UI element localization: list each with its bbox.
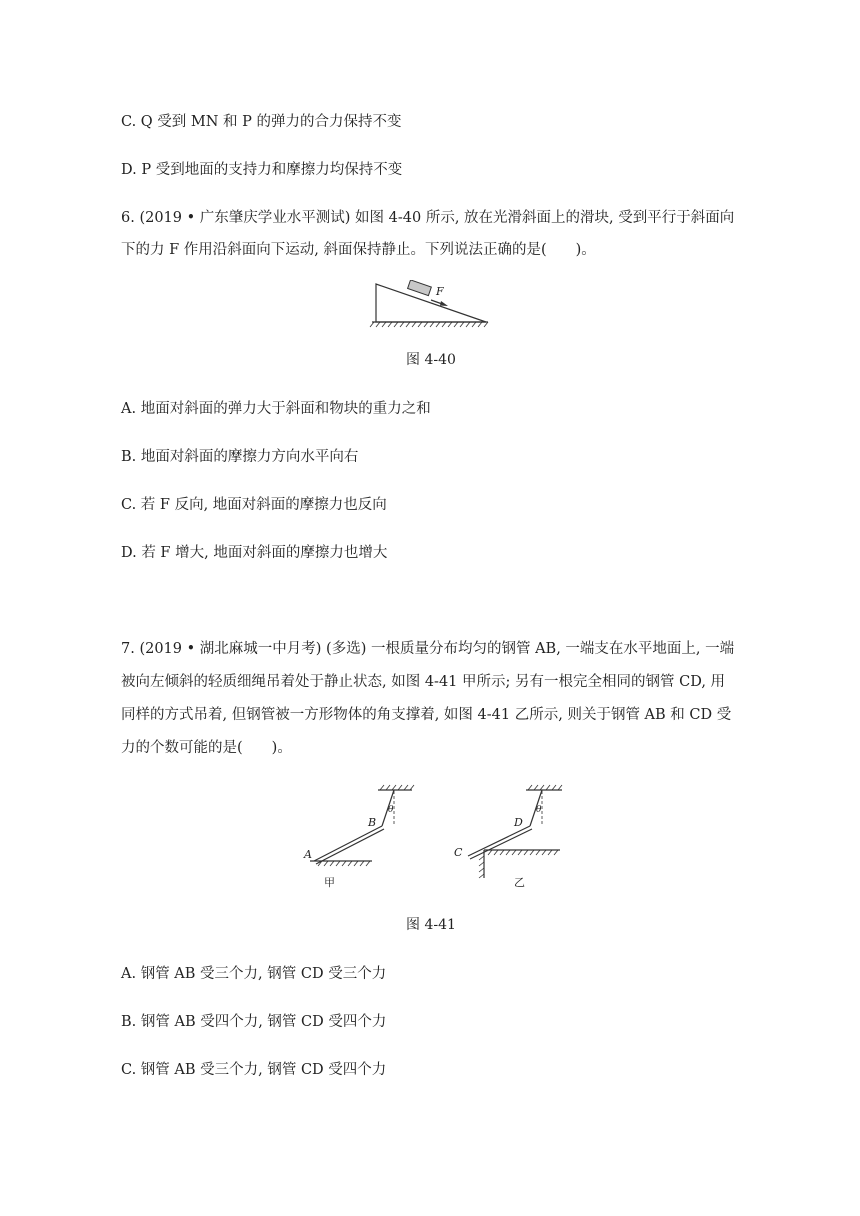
q6-option-c: C. 若 F 反向, 地面对斜面的摩擦力也反向 [121, 497, 387, 513]
q6-option-a: A. 地面对斜面的弹力大于斜面和物块的重力之和 [121, 401, 431, 417]
figure-caption-4-40: 图 4-40 [406, 352, 456, 368]
q7-stem-line1: 7. (2019 • 湖北麻城一中月考) (多选) 一根质量分布均匀的钢管 AB, 一端支在水平地面上, 一端 [121, 641, 735, 657]
q7-option-b: B. 钢管 AB 受四个力, 钢管 CD 受四个力 [121, 1014, 387, 1030]
q7-stem-line3: 同样的方式吊着, 但钢管被一方形物体的角支撑着, 如图 4-41 乙所示, 则关于钢管 AB 和 CD 受 [121, 707, 732, 723]
q6-option-d: D. 若 F 增大, 地面对斜面的摩擦力也增大 [121, 545, 388, 561]
figure-caption-4-41: 图 4-41 [406, 917, 456, 933]
angle-theta-right: θ [536, 805, 542, 815]
q5-option-c: C. Q 受到 MN 和 P 的弹力的合力保持不变 [121, 114, 402, 130]
pipe-figure-left [300, 782, 420, 896]
label-c: C [454, 846, 463, 859]
q7-option-c: C. 钢管 AB 受三个力, 钢管 CD 受四个力 [121, 1062, 387, 1078]
q7-stem-line4: 力的个数可能的是( )。 [121, 740, 292, 756]
label-b: B [368, 816, 377, 829]
q6-option-b: B. 地面对斜面的摩擦力方向水平向右 [121, 449, 359, 465]
q7-option-a: A. 钢管 AB 受三个力, 钢管 CD 受三个力 [121, 966, 387, 982]
sub-label-jia: 甲 [324, 876, 335, 889]
sub-label-yi: 乙 [514, 876, 525, 889]
label-a: A [304, 848, 312, 861]
angle-theta-left: θ [388, 805, 394, 815]
q7-stem-line2: 被向左倾斜的轻质细绳吊着处于静止状态, 如图 4-41 甲所示; 另有一根完全相同的钢管 CD, 用 [121, 674, 726, 690]
q6-stem-line1: 6. (2019 • 广东肇庆学业水平测试) 如图 4-40 所示, 放在光滑斜面上的滑块, 受到平行于斜面向 [121, 210, 735, 226]
incline-figure [368, 280, 492, 334]
force-label: F [436, 285, 444, 298]
pipe-figure-right [448, 782, 572, 896]
q6-stem-line2: 下的力 F 作用沿斜面向下运动, 斜面保持静止。下列说法正确的是( )。 [121, 242, 596, 258]
label-d: D [514, 816, 523, 829]
q5-option-d: D. P 受到地面的支持力和摩擦力均保持不变 [121, 162, 403, 178]
